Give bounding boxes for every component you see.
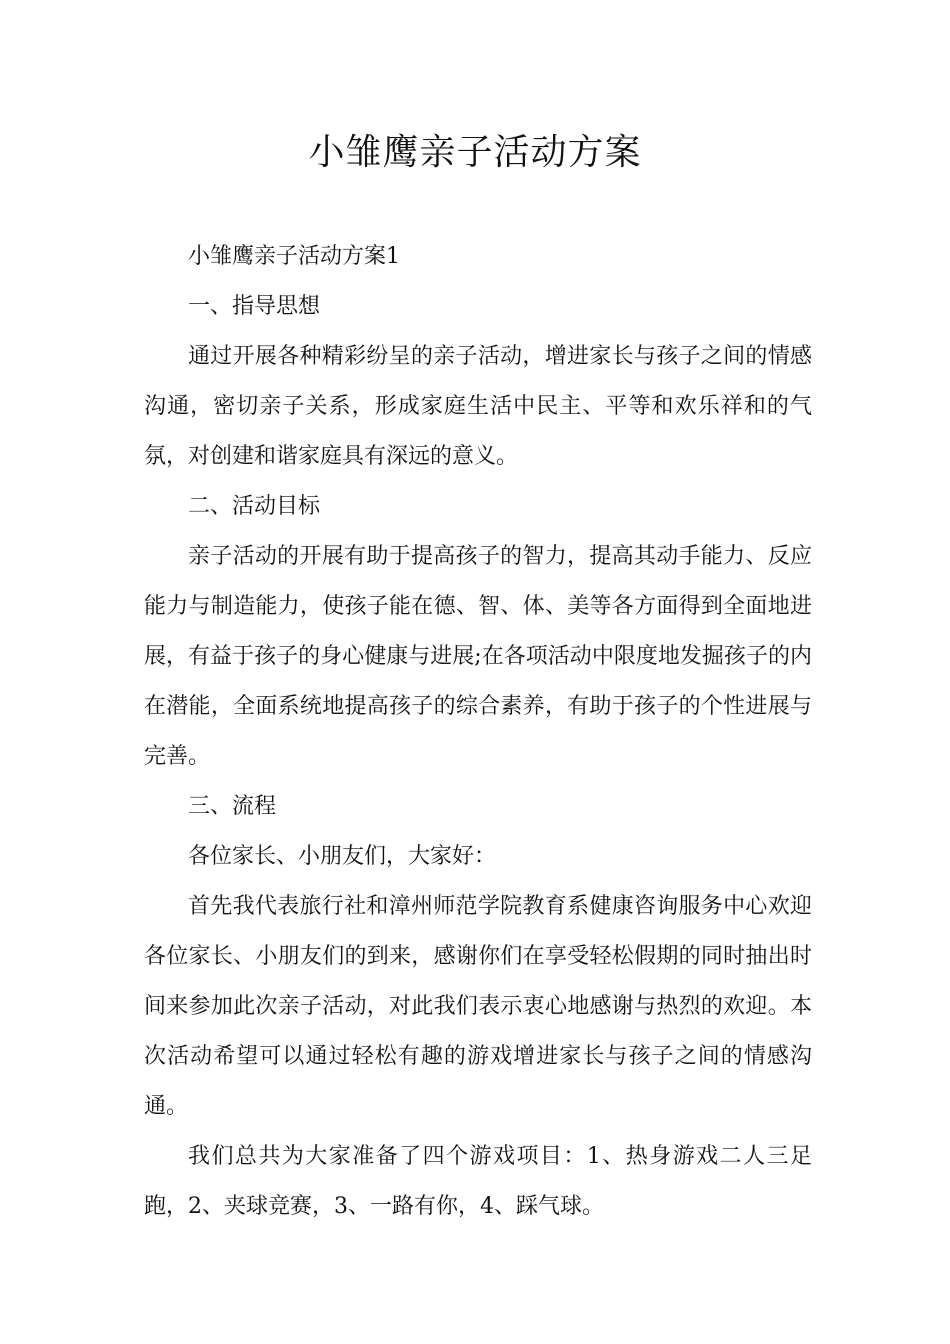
section-heading-guiding-thought: 一、指导思想 [188,294,321,319]
paragraph-activity-goals: 亲子活动的开展有助于提高孩子的智力，提高其动手能力、反应能力与制造能力，使孩子能在德、智、体、美等各方面得到全面地进展，有益于孩子的身心健康与进展;在各项活动中限度地发掘孩子的内在潜能，全面系统地提高孩子的综合素养，有助于孩子的个性进展与完善。 [144,544,812,769]
paragraph-games-list: 我们总共为大家准备了四个游戏项目：1、热身游戏二人三足跑，2、夹球竞赛，3、一路有你，4、踩气球。 [144,1144,812,1219]
paragraph-greeting: 各位家长、小朋友们，大家好： [188,844,497,869]
section-heading-activity-goals: 二、活动目标 [188,494,321,519]
section-heading-plan-1: 小雏鹰亲子活动方案1 [188,244,400,269]
paragraph-guiding-thought: 通过开展各种精彩纷呈的亲子活动，增进家长与孩子之间的情感沟通，密切亲子关系，形成家庭生活中民主、平等和欢乐祥和的气氛，对创建和谐家庭具有深远的意义。 [144,344,812,469]
page-title: 小雏鹰亲子活动方案 [308,132,642,173]
paragraph-welcome: 首先我代表旅行社和漳州师范学院教育系健康咨询服务中心欢迎各位家长、小朋友们的到来，感谢你们在享受轻松假期的同时抽出时间来参加此次亲子活动，对此我们表示衷心地感谢与热烈的欢迎。本次活动希望可以通过轻松有趣的游戏增进家长与孩子之间的情感沟通。 [144,894,812,1119]
document-body [144,232,812,1232]
section-heading-process: 三、流程 [188,794,277,819]
